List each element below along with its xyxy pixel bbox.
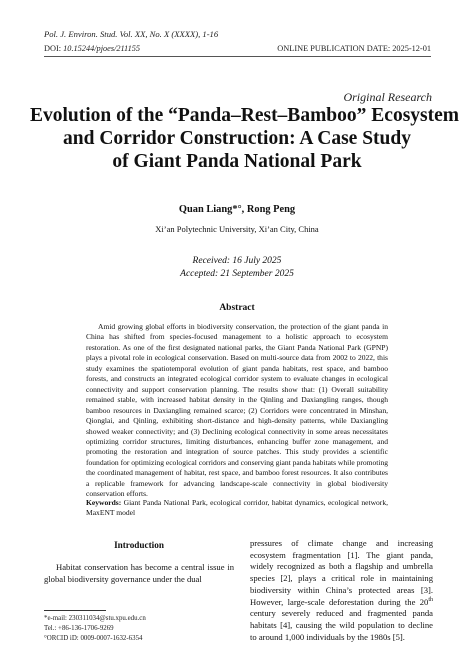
intro-left-column: Habitat conservation has become a central issue in global biodiversity governance under the dual [44,562,234,584]
online-publication-date: ONLINE PUBLICATION DATE: 2025-12-01 [277,44,431,53]
footnote-divider [44,610,106,611]
keywords-label: Keywords: [86,498,122,507]
footnote-tel: Tel.: +86-136-1706-9269 [44,625,114,633]
abstract-heading: Abstract [219,303,255,313]
footnote-orcid[interactable]: °ORCID iD: 0009-0007-1632-6354 [44,635,143,643]
article-dates [0,255,474,281]
footnote-email[interactable]: *e-mail: 230311034@stu.xpu.edu.cn [44,615,146,622]
abstract-text: Amid growing global efforts in biodiversity conservation, the protection of the giant panda in China has shifted from species-focused management to a holistic approach to ecosystem restoration. As one of the first designated national parks, the Giant Panda National Park (GPNP) plays a pivotal role in ecological conservation. Based on multi-source data from 2002 to 2022, this study examines the spatiotemporal evolution of giant panda habitats, rest space, and bamboo forests, and constructs an integrated ecological corridor system to evaluate changes in ecological connectivity and support conservation planning. The results show that: (1) Overall suitability remained stable, with increased habitat density in the Qinling and Daxiangling ranges, though bamboo resources in Daxiangling remained scarce; (2) Corridors were concentrated in Minshan, Qionglai, and Qinling, exhibiting short-distance and high-density patterns, while Daxiangling showed weaker connectivity; and (3) Declining ecological connectivity in some areas necessitates optimizing corridor structures, limiting disturbances, enhancing buffer zone management, and promoting the restoration and integration of source patches. This study provides a scientific foundation for optimizing ecological corridors and conserving giant panda habitats while promoting the coordinated management of habitat, rest space, and bamboo forest resources. It also contributes a replicable framework for advancing landscape-scale connectivity in global biodiversity conservation efforts. [86,322,389,499]
intro-right-column [250,538,433,643]
keywords-list: Giant Panda National Park, ecological corridor, habitat dynamics, ecological network, MaxENT model [86,498,388,518]
authors: Quan Liang*°, Rong Peng [178,204,296,215]
introduction-heading: Introduction [114,540,164,550]
article-title [30,104,460,173]
title-line: and Corridor Construction: A Case Study [63,128,411,149]
affiliation: Xi’an Polytechnic University, Xi’an City, China [155,224,319,234]
footnotes [44,614,146,645]
doi-label: DOI: [44,44,64,53]
keywords [86,498,388,519]
doi-value[interactable]: 10.15244/pjoes/211155 [63,44,141,53]
title-line: Evolution of the “Panda–Rest–Bamboo” Ecosystem [30,105,460,126]
journal-citation: Pol. J. Environ. Stud. Vol. XX, No. X (XXXX), 1-16 [44,29,219,39]
header-divider [44,56,431,57]
title-line: of Giant Panda National Park [112,151,362,172]
received-date: Received: 16 July 2025 [192,256,282,266]
doi [44,44,140,53]
superscript-th: th [428,596,433,603]
intro-right-text-b: century severely reduced and fragmented panda habitats [4], causing the wild population to decline to around 1,000 individuals by the 1980s [5]. [250,608,433,642]
article-section: Original Research [343,90,432,104]
accepted-date: Accepted: 21 September 2025 [180,269,294,279]
intro-right-text-a: pressures of climate change and increasing ecosystem fragmentation [1]. The giant panda, widely recognized as both a flagship and umbrella species [2], plays a critical role in maintaining biodiversity within China’s protected areas [3]. However, large-scale deforestation during the 20 [250,538,433,607]
